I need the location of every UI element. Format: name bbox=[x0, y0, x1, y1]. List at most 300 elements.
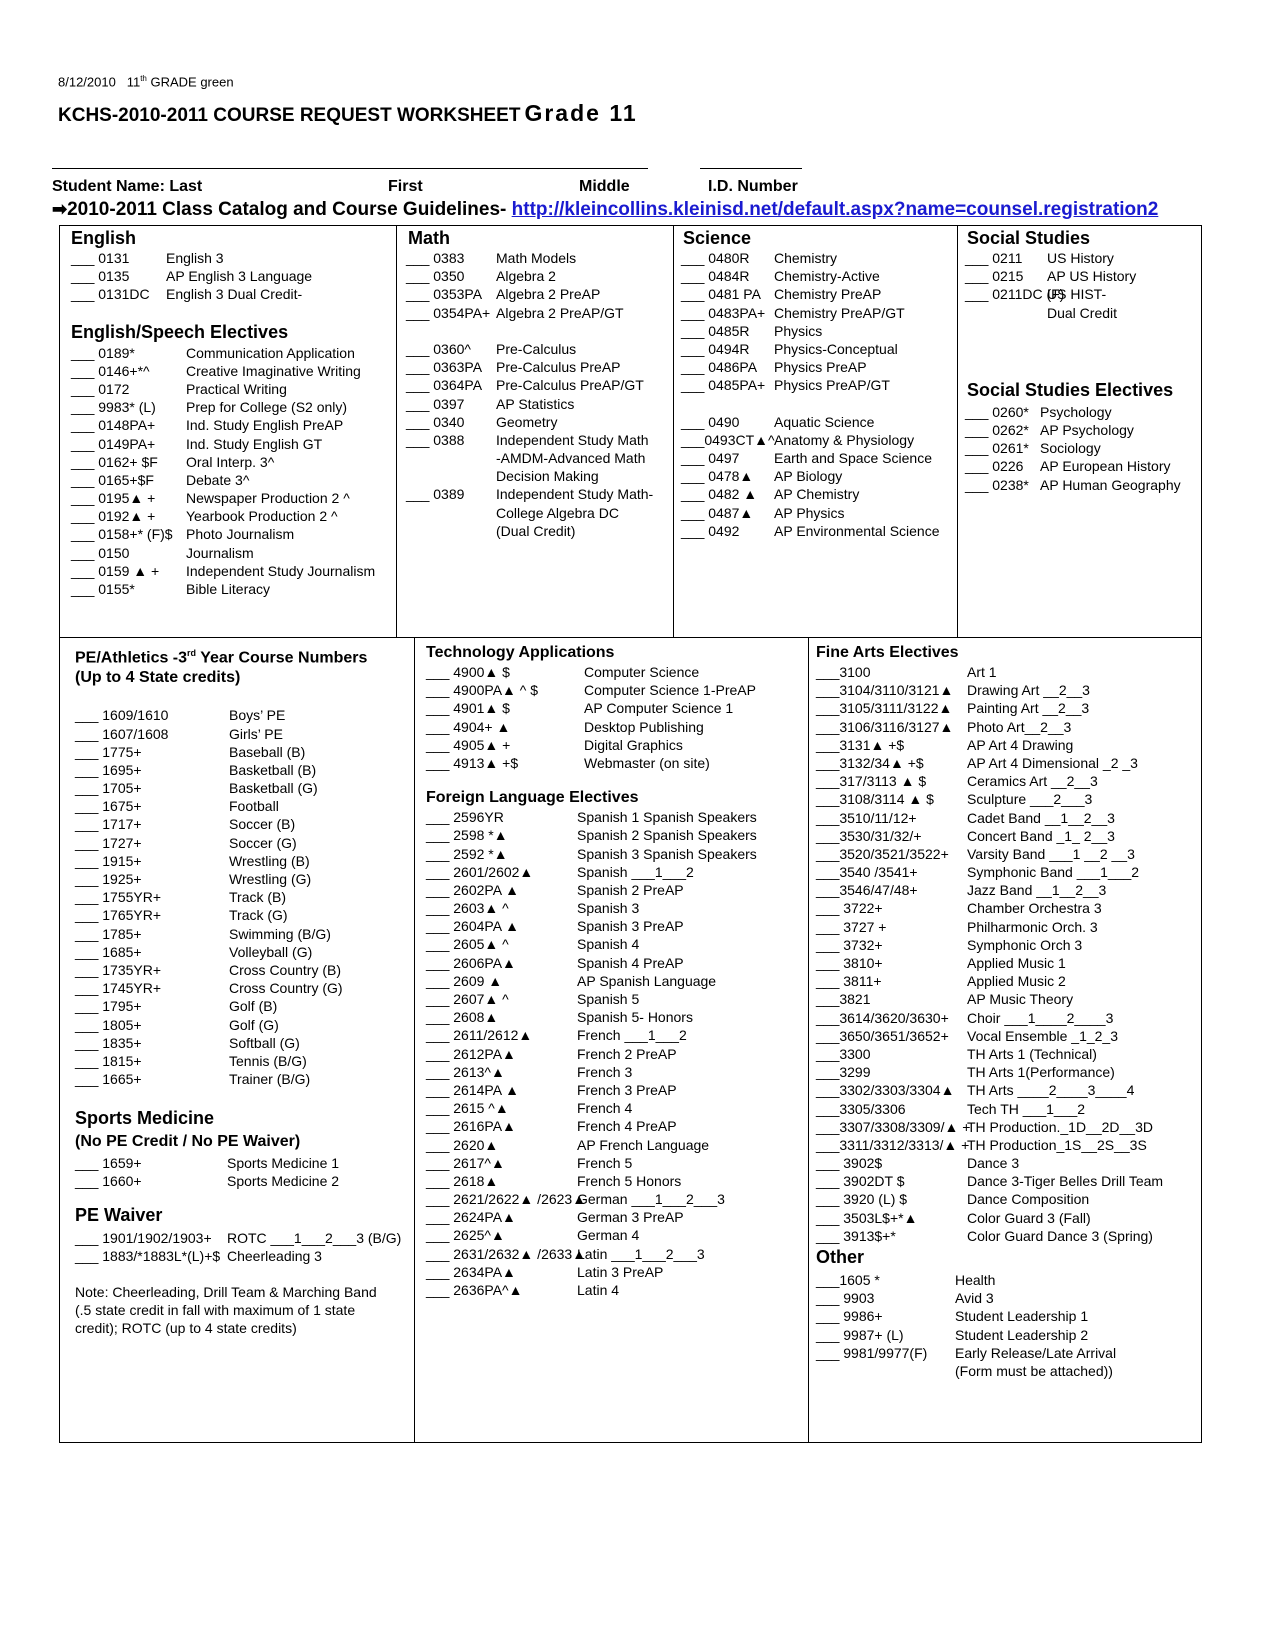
course-row[interactable] bbox=[675, 340, 956, 358]
course-row[interactable] bbox=[810, 863, 1201, 881]
course-title: Softball (G) bbox=[229, 1034, 300, 1051]
course-row[interactable] bbox=[416, 1026, 807, 1044]
course-code: ___ 3722+ bbox=[816, 900, 883, 917]
course-code: ___ 2634PA▲ bbox=[426, 1263, 516, 1280]
course-row[interactable] bbox=[416, 1208, 807, 1226]
course-code: ___ 1717+ bbox=[75, 816, 142, 833]
course-row[interactable] bbox=[416, 863, 807, 881]
course-title: Sociology bbox=[1040, 440, 1101, 457]
course-row[interactable] bbox=[61, 706, 413, 724]
course-row[interactable] bbox=[810, 736, 1201, 754]
course-row[interactable] bbox=[398, 304, 672, 322]
course-title: AP US History bbox=[1047, 268, 1137, 285]
course-code: ___ 2605▲ ^ bbox=[426, 936, 509, 953]
course-row[interactable] bbox=[959, 421, 1201, 439]
course-title: Spanish 3 PreAP bbox=[577, 918, 684, 935]
course-code: ___ 1883/*1883L*(L)+$ bbox=[75, 1247, 221, 1264]
course-row[interactable] bbox=[810, 1271, 1201, 1289]
course-row[interactable] bbox=[810, 1118, 1201, 1136]
course-row[interactable] bbox=[61, 997, 413, 1015]
course-row[interactable] bbox=[959, 285, 1201, 303]
course-row[interactable] bbox=[61, 267, 395, 285]
catalog-link[interactable]: http://kleincollins.kleinisd.net/default.aspx?name=counsel.registration2 bbox=[511, 199, 1159, 220]
course-title: Spanish 1 Spanish Speakers bbox=[577, 809, 757, 826]
course-row[interactable] bbox=[675, 395, 956, 413]
pe-title-sup: rd bbox=[187, 648, 197, 658]
course-code: ___ 2598 *▲ bbox=[426, 827, 508, 844]
course-row[interactable] bbox=[675, 522, 956, 540]
course-code: ___ 2615 ^▲ bbox=[426, 1100, 509, 1117]
course-code: ___ 0486PA bbox=[681, 359, 758, 376]
course-row[interactable] bbox=[416, 1081, 807, 1099]
course-code: ___ 2607▲ ^ bbox=[426, 991, 509, 1007]
course-row[interactable] bbox=[416, 1099, 807, 1117]
course-code: ___ 1765YR+ bbox=[75, 907, 162, 924]
course-title: Journalism bbox=[186, 544, 254, 561]
student-id-label: I.D. Number bbox=[708, 178, 798, 195]
course-row[interactable] bbox=[61, 416, 395, 434]
course-row[interactable] bbox=[61, 797, 413, 815]
course-code: ___ 3811+ bbox=[816, 973, 882, 990]
course-title: Computer Science bbox=[584, 664, 700, 680]
course-row[interactable] bbox=[398, 467, 672, 485]
course-row[interactable] bbox=[61, 815, 413, 833]
course-title: Dance Composition bbox=[967, 1191, 1090, 1208]
course-row[interactable] bbox=[398, 249, 672, 267]
course-row[interactable] bbox=[810, 1344, 1201, 1362]
course-title: Psychology bbox=[1040, 403, 1112, 420]
course-row[interactable] bbox=[416, 935, 807, 953]
course-row[interactable] bbox=[416, 845, 807, 863]
course-row[interactable] bbox=[61, 870, 413, 888]
course-row[interactable] bbox=[416, 1154, 807, 1172]
course-row[interactable] bbox=[416, 990, 807, 1008]
course-title: Sports Medicine 2 bbox=[227, 1173, 340, 1190]
course-code: ___ 2604PA ▲ bbox=[426, 918, 520, 935]
course-title: Dual Credit bbox=[1047, 304, 1118, 321]
course-title: English 3 bbox=[166, 250, 224, 266]
course-code: ___ 9981/9977(F) bbox=[816, 1344, 928, 1361]
course-row[interactable] bbox=[810, 1136, 1201, 1154]
course-row[interactable] bbox=[416, 808, 807, 826]
divider bbox=[957, 225, 958, 638]
pe-waiver-title: PE Waiver bbox=[75, 1204, 163, 1225]
course-row[interactable] bbox=[675, 267, 956, 285]
course-code: ___ 0131 bbox=[71, 250, 130, 266]
course-row[interactable] bbox=[416, 1281, 807, 1299]
course-row[interactable] bbox=[675, 285, 956, 303]
course-row[interactable] bbox=[810, 772, 1201, 790]
course-row[interactable] bbox=[61, 852, 413, 870]
course-row[interactable] bbox=[61, 906, 413, 924]
course-title: Pre-Calculus bbox=[496, 340, 577, 357]
course-row[interactable] bbox=[416, 718, 807, 736]
course-code: ___ 0238* bbox=[965, 476, 1029, 493]
course-row[interactable] bbox=[416, 1172, 807, 1190]
course-row[interactable] bbox=[61, 344, 395, 362]
id-underline[interactable] bbox=[700, 168, 802, 169]
course-row[interactable] bbox=[810, 1027, 1201, 1045]
course-row[interactable] bbox=[61, 453, 395, 471]
course-row[interactable] bbox=[61, 925, 413, 943]
course-row[interactable] bbox=[398, 322, 672, 340]
course-code: ___ 2602PA ▲ bbox=[426, 881, 520, 898]
course-row[interactable] bbox=[61, 943, 413, 961]
course-row[interactable] bbox=[810, 754, 1201, 772]
course-row[interactable] bbox=[675, 358, 956, 376]
course-title: Track (B) bbox=[229, 889, 287, 906]
course-row[interactable] bbox=[810, 1307, 1201, 1325]
course-title: Pre-Calculus PreAP bbox=[496, 359, 621, 376]
course-title: French 4 PreAP bbox=[577, 1118, 677, 1135]
course-title: Independent Study Math- bbox=[496, 486, 654, 503]
page-title bbox=[58, 100, 638, 127]
course-row[interactable] bbox=[61, 525, 395, 543]
course-row[interactable] bbox=[810, 936, 1201, 954]
course-code: ___ 1755YR+ bbox=[75, 889, 162, 906]
course-row[interactable] bbox=[810, 1100, 1201, 1118]
course-row[interactable] bbox=[61, 1016, 413, 1034]
course-code: ___ 0360^ bbox=[406, 340, 471, 357]
course-title: Computer Science 1-PreAP bbox=[584, 682, 756, 699]
course-row[interactable] bbox=[61, 435, 395, 453]
course-code: ___ 0148PA+ bbox=[71, 417, 156, 434]
course-title: Ind. Study English GT bbox=[186, 435, 323, 452]
course-code: ___3105/3111/3122▲ bbox=[816, 700, 953, 717]
course-code: ___ 3503L$+*▲ bbox=[816, 1209, 918, 1226]
course-title: Physics bbox=[774, 322, 823, 339]
course-row[interactable] bbox=[61, 979, 413, 997]
course-row[interactable] bbox=[398, 431, 672, 449]
course-row[interactable] bbox=[810, 1009, 1201, 1027]
course-title: Chemistry PreAP/GT bbox=[774, 304, 905, 321]
course-row[interactable] bbox=[416, 954, 807, 972]
course-row[interactable] bbox=[416, 1226, 807, 1244]
course-row[interactable] bbox=[810, 1326, 1201, 1344]
course-code: ___ 0388 bbox=[406, 431, 465, 448]
course-row[interactable] bbox=[810, 990, 1201, 1008]
divider bbox=[414, 637, 415, 1443]
course-row[interactable] bbox=[416, 1136, 807, 1154]
course-row[interactable] bbox=[810, 790, 1201, 808]
course-row[interactable] bbox=[61, 1172, 413, 1190]
course-title: Creative Imaginative Writing bbox=[186, 362, 361, 379]
course-title: College Algebra DC bbox=[496, 504, 619, 521]
course-code: ___ 1915+ bbox=[75, 852, 142, 869]
course-code: ___ 4900▲ $ bbox=[426, 664, 510, 680]
course-row[interactable] bbox=[416, 663, 807, 681]
course-row[interactable] bbox=[810, 1362, 1201, 1380]
course-row[interactable] bbox=[810, 1154, 1201, 1172]
course-code: ___ 0149PA+ bbox=[71, 435, 156, 452]
course-row[interactable] bbox=[398, 485, 672, 503]
course-code: ___3106/3116/3127▲ bbox=[816, 718, 954, 735]
course-row[interactable] bbox=[416, 754, 807, 772]
tech-title: Technology Applications bbox=[426, 644, 615, 661]
course-row[interactable] bbox=[810, 827, 1201, 845]
course-row[interactable] bbox=[675, 485, 956, 503]
course-row[interactable] bbox=[61, 362, 395, 380]
course-title: TH Production_1S__2S__3S bbox=[967, 1136, 1147, 1153]
course-row[interactable] bbox=[416, 1263, 807, 1281]
course-row[interactable] bbox=[61, 398, 395, 416]
course-code: ___ 1609/1610 bbox=[75, 707, 169, 724]
course-code: ___0493CT▲^ bbox=[681, 431, 775, 448]
foreign-items-list bbox=[416, 808, 807, 1299]
course-row[interactable] bbox=[416, 736, 807, 754]
course-row[interactable] bbox=[61, 489, 395, 507]
course-row[interactable] bbox=[675, 322, 956, 340]
course-code: ___ 2609 ▲ bbox=[426, 972, 503, 989]
course-title: Boys’ PE bbox=[229, 707, 286, 724]
course-title: Soccer (G) bbox=[229, 834, 297, 851]
course-row[interactable] bbox=[416, 899, 807, 917]
course-row[interactable] bbox=[398, 358, 672, 376]
english-items-list bbox=[61, 249, 395, 304]
course-code: ___3540 /3541+ bbox=[816, 864, 918, 881]
course-row[interactable] bbox=[398, 413, 672, 431]
course-row[interactable] bbox=[959, 249, 1201, 267]
course-row[interactable] bbox=[675, 413, 956, 431]
course-code: ___ 0350 bbox=[406, 268, 465, 285]
pe-section bbox=[61, 643, 413, 1441]
course-row[interactable] bbox=[61, 1052, 413, 1070]
course-row[interactable] bbox=[959, 267, 1201, 285]
course-title: Webmaster (on site) bbox=[584, 754, 710, 771]
course-row[interactable] bbox=[61, 725, 413, 743]
course-row[interactable] bbox=[416, 972, 807, 990]
course-row[interactable] bbox=[959, 304, 1201, 322]
course-title: Cross Country (B) bbox=[229, 961, 342, 978]
divider bbox=[808, 637, 809, 1443]
course-title: Basketball (G) bbox=[229, 780, 318, 797]
course-title: Applied Music 1 bbox=[967, 955, 1066, 971]
course-code: ___ 0262* bbox=[965, 421, 1029, 438]
course-row[interactable] bbox=[675, 249, 956, 267]
course-title: Drawing Art __2__3 bbox=[967, 682, 1090, 699]
course-row[interactable] bbox=[416, 1063, 807, 1081]
course-row[interactable] bbox=[61, 380, 395, 398]
course-title: Spanish ___1___2 bbox=[577, 863, 694, 880]
name-underline[interactable] bbox=[52, 168, 648, 169]
course-code: ___3131▲ +$ bbox=[816, 736, 905, 753]
fine-items-list bbox=[810, 663, 1201, 1245]
course-row[interactable] bbox=[810, 1172, 1201, 1190]
course-title: Basketball (B) bbox=[229, 761, 317, 778]
course-title: Symphonic Band ___1___2 bbox=[967, 864, 1140, 881]
course-code: ___ 0389 bbox=[406, 486, 465, 503]
course-title: Latin 3 PreAP bbox=[577, 1263, 664, 1280]
course-row[interactable] bbox=[959, 476, 1201, 494]
course-row[interactable] bbox=[416, 917, 807, 935]
course-code: ___ 1815+ bbox=[75, 1052, 142, 1069]
pe-note: Note: Cheerleading, Drill Team & Marching Band (.5 state credit in fall with maximum of 1 state credit); ROTC (up to 4 state credits) bbox=[75, 1284, 377, 1337]
course-title: Digital Graphics bbox=[584, 736, 683, 753]
course-row[interactable] bbox=[61, 1070, 413, 1088]
course-code: ___ 3902$ bbox=[816, 1155, 883, 1172]
pe-sm-list bbox=[61, 1154, 413, 1190]
course-title: Student Leadership 1 bbox=[955, 1308, 1089, 1325]
course-code: ___3100 bbox=[816, 664, 871, 680]
course-row[interactable] bbox=[675, 431, 956, 449]
course-title: TH Arts 1(Performance) bbox=[967, 1064, 1115, 1081]
course-title: Geometry bbox=[496, 413, 558, 430]
course-row[interactable] bbox=[398, 285, 672, 303]
course-row[interactable] bbox=[810, 1081, 1201, 1099]
course-row[interactable] bbox=[959, 457, 1201, 475]
course-row[interactable] bbox=[61, 1154, 413, 1172]
course-row[interactable] bbox=[416, 699, 807, 717]
course-row[interactable] bbox=[61, 562, 395, 580]
course-row[interactable] bbox=[398, 376, 672, 394]
course-title: TH Arts 1 (Technical) bbox=[967, 1045, 1097, 1062]
course-row[interactable] bbox=[810, 1045, 1201, 1063]
course-row[interactable] bbox=[810, 681, 1201, 699]
grade-number: 11 bbox=[126, 74, 141, 90]
course-title: Baseball (B) bbox=[229, 743, 306, 760]
course-row[interactable] bbox=[61, 580, 395, 598]
course-row[interactable] bbox=[810, 972, 1201, 990]
course-code: ___3302/3303/3304▲ bbox=[816, 1082, 955, 1099]
course-title: English 3 Dual Credit- bbox=[166, 286, 303, 303]
course-code: ___ 9983* (L) bbox=[71, 399, 156, 416]
course-code: ___3311/3312/3313/▲ + bbox=[816, 1136, 970, 1153]
course-row[interactable] bbox=[416, 1045, 807, 1063]
course-title: German 3 PreAP bbox=[577, 1209, 684, 1226]
course-row[interactable] bbox=[398, 522, 672, 540]
course-title: AP Biology bbox=[774, 468, 843, 485]
course-row[interactable] bbox=[810, 1209, 1201, 1227]
course-title: Practical Writing bbox=[186, 380, 287, 397]
course-row[interactable] bbox=[398, 340, 672, 358]
student-first-label: First bbox=[388, 178, 423, 195]
course-row[interactable] bbox=[416, 1190, 807, 1208]
course-code: ___ 1607/1608 bbox=[75, 725, 169, 742]
course-code: ___ 0481 PA bbox=[681, 286, 761, 303]
course-row[interactable] bbox=[416, 681, 807, 699]
course-title: Latin ___1___2___3 bbox=[577, 1245, 705, 1262]
course-row[interactable] bbox=[61, 544, 395, 562]
course-row[interactable] bbox=[675, 304, 956, 322]
course-row[interactable] bbox=[61, 743, 413, 761]
course-row[interactable] bbox=[416, 1008, 807, 1026]
course-row[interactable] bbox=[416, 1245, 807, 1263]
worksheet-date-line bbox=[58, 74, 234, 89]
course-row[interactable] bbox=[416, 1117, 807, 1135]
course-title: Independent Study Math bbox=[496, 431, 649, 448]
course-code: ___ 0211DC (F) bbox=[965, 286, 1065, 303]
course-row[interactable] bbox=[61, 834, 413, 852]
course-row[interactable] bbox=[810, 1190, 1201, 1208]
course-row[interactable] bbox=[810, 881, 1201, 899]
course-row[interactable] bbox=[61, 761, 413, 779]
course-row[interactable] bbox=[675, 467, 956, 485]
course-row[interactable] bbox=[810, 699, 1201, 717]
course-title: German 4 bbox=[577, 1227, 640, 1244]
math-title: Math bbox=[408, 228, 450, 248]
course-row[interactable] bbox=[810, 845, 1201, 863]
course-code: ___ 2620▲ bbox=[426, 1136, 499, 1153]
course-row[interactable] bbox=[810, 718, 1201, 736]
course-title: Math Models bbox=[496, 250, 577, 266]
course-row[interactable] bbox=[61, 1229, 413, 1247]
course-title: Choir ___1____2____3 bbox=[967, 1009, 1114, 1026]
course-code: ___ 1705+ bbox=[75, 780, 142, 797]
course-row[interactable] bbox=[810, 663, 1201, 681]
course-row[interactable] bbox=[398, 504, 672, 522]
course-code: ___ 2631/2632▲ /2633▲ bbox=[426, 1245, 587, 1262]
course-code: ___ 0354PA+ bbox=[406, 304, 491, 321]
course-code: ___ 0497 bbox=[681, 450, 740, 467]
pe-title-text: PE/Athletics -3 bbox=[75, 649, 188, 667]
course-code: ___ 0226 bbox=[965, 458, 1024, 475]
course-title: AP Music Theory bbox=[967, 991, 1074, 1008]
course-row[interactable] bbox=[810, 899, 1201, 917]
course-title: AP Statistics bbox=[496, 395, 575, 412]
course-row[interactable] bbox=[675, 504, 956, 522]
course-row[interactable] bbox=[810, 809, 1201, 827]
sports-medicine-title: Sports Medicine bbox=[75, 1108, 215, 1129]
course-title: Girls’ PE bbox=[229, 725, 283, 742]
course-title: Concert Band _1_ 2__3 bbox=[967, 827, 1115, 844]
course-row[interactable] bbox=[61, 285, 395, 303]
course-title: Philharmonic Orch. 3 bbox=[967, 918, 1098, 935]
course-code: ___ 1925+ bbox=[75, 871, 142, 888]
course-row[interactable] bbox=[810, 918, 1201, 936]
course-title: Algebra 2 PreAP bbox=[496, 286, 601, 303]
course-code: ___ 3727 + bbox=[816, 918, 887, 935]
course-code: ___ 3902DT $ bbox=[816, 1173, 905, 1190]
course-row[interactable] bbox=[398, 267, 672, 285]
course-title: Golf (G) bbox=[229, 1016, 279, 1033]
course-row[interactable] bbox=[810, 1289, 1201, 1307]
course-row[interactable] bbox=[61, 249, 395, 267]
course-row[interactable] bbox=[675, 376, 956, 394]
course-row[interactable] bbox=[959, 439, 1201, 457]
course-title: AP Computer Science 1 bbox=[584, 700, 734, 717]
course-row[interactable] bbox=[61, 961, 413, 979]
course-row[interactable] bbox=[61, 779, 413, 797]
course-row[interactable] bbox=[810, 954, 1201, 972]
course-code: ___3307/3308/3309/▲ + bbox=[816, 1118, 971, 1135]
course-row[interactable] bbox=[959, 403, 1201, 421]
course-title: TH Arts ____2____3____4 bbox=[967, 1082, 1135, 1099]
course-row[interactable] bbox=[416, 881, 807, 899]
student-middle-label: Middle bbox=[579, 178, 630, 195]
course-row[interactable] bbox=[61, 1034, 413, 1052]
course-row[interactable] bbox=[61, 507, 395, 525]
course-row[interactable] bbox=[416, 826, 807, 844]
course-row[interactable] bbox=[61, 471, 395, 489]
course-row[interactable] bbox=[61, 1247, 413, 1265]
course-code: ___ 1659+ bbox=[75, 1155, 142, 1172]
course-code: ___ 1727+ bbox=[75, 834, 142, 851]
student-last-label: Student Name: Last bbox=[52, 178, 203, 195]
course-row[interactable] bbox=[398, 395, 672, 413]
course-row[interactable] bbox=[61, 888, 413, 906]
course-row[interactable] bbox=[810, 1063, 1201, 1081]
course-row[interactable] bbox=[810, 1227, 1201, 1245]
course-code: ___ 3732+ bbox=[816, 936, 883, 953]
social-items-list bbox=[959, 249, 1201, 322]
course-row[interactable] bbox=[398, 449, 672, 467]
course-code: ___3546/47/48+ bbox=[816, 882, 918, 899]
course-title: Avid 3 bbox=[955, 1290, 994, 1307]
course-row[interactable] bbox=[675, 449, 956, 467]
course-code: ___ 3920 (L) $ bbox=[816, 1191, 908, 1208]
course-title: Physics-Conceptual bbox=[774, 340, 898, 357]
course-code: ___ 2606PA▲ bbox=[426, 954, 516, 971]
